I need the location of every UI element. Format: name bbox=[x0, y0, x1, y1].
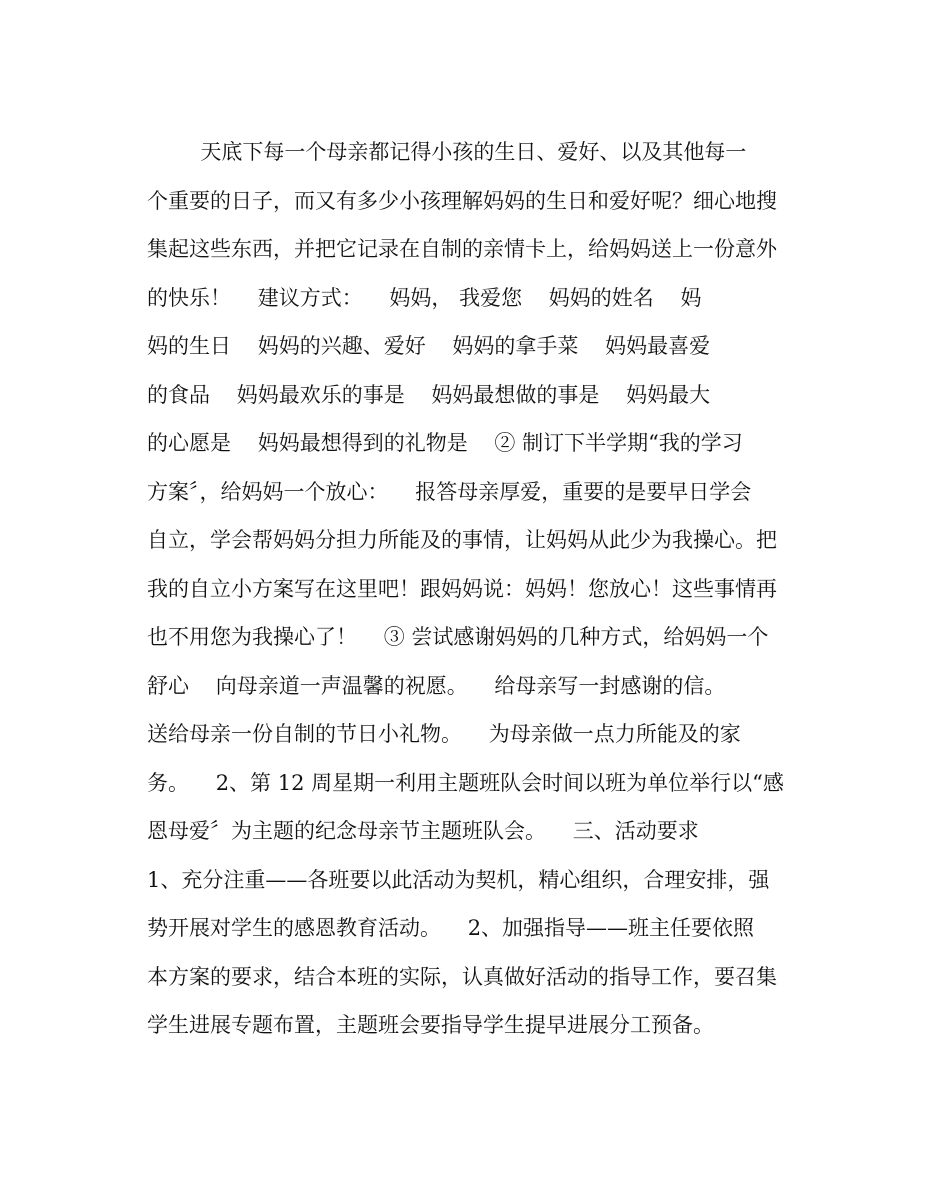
text-line: 的心愿是 妈妈最想得到的礼物是 ② 制订下半学期“我的学习 bbox=[147, 431, 743, 455]
text-line: 1、充分注重——各班要以此活动为契机，精心组织，合理安排，强 bbox=[147, 867, 770, 892]
text-line: 方案〞，给妈妈一个放心： 报答母亲厚爱，重要的是要早日学会 bbox=[147, 479, 752, 504]
text-line: 我的自立小方案写在这里吧！跟妈妈说：妈妈！您放心！这些事情再 bbox=[147, 576, 777, 601]
text-line: 集起这些东西，并把它记录在自制的亲情卡上，给妈妈送上一份意外 bbox=[147, 237, 777, 261]
text-line: 送给母亲一份自制的节日小礼物。 为母亲做一点力所能及的家 bbox=[147, 722, 741, 746]
text-line: 恩母爱〞为主题的纪念母亲节主题班队会。 三、活动要求 bbox=[147, 819, 699, 843]
text-line: 个重要的日子，而又有多少小孩理解妈妈的生日和爱好呢？细心地搜 bbox=[147, 188, 777, 213]
text-line: 务。 2、第 12 周星期一利用主题班队会时间以班为单位举行以“感 bbox=[147, 770, 784, 795]
text-line: 自立，学会帮妈妈分担力所能及的事情，让妈妈从此少为我操心。把 bbox=[147, 528, 777, 552]
text-line: 的食品 妈妈最欢乐的事是 妈妈最想做的事是 妈妈最大 bbox=[147, 382, 711, 407]
body-text bbox=[147, 128, 807, 1050]
text-line: 舒心 向母亲道一声温馨的祝愿。 给母亲写一封感谢的信。 bbox=[147, 673, 726, 698]
text-line: 也不用您为我操心了！ ③ 尝试感谢妈妈的几种方式，给妈妈一个 bbox=[147, 625, 769, 649]
text-line: 的快乐！ 建议方式： 妈妈， 我爱您 妈妈的姓名 妈 bbox=[147, 285, 702, 310]
text-line: 势开展对学生的感恩教育活动。 2、加强指导——班主任要依照 bbox=[147, 916, 755, 940]
text-line: 妈的生日 妈妈的兴趣、爱好 妈妈的拿手菜 妈妈最喜爱 bbox=[147, 334, 711, 358]
text-line: 学生进展专题布置，主题班会要指导学生提早进展分工预备。 bbox=[147, 1013, 714, 1037]
text-line: 天底下每一个母亲都记得小孩的生日、爱好、以及其他每一 bbox=[147, 140, 747, 164]
text-line: 本方案的要求，结合本班的实际，认真做好活动的指导工作，要召集 bbox=[147, 964, 777, 989]
